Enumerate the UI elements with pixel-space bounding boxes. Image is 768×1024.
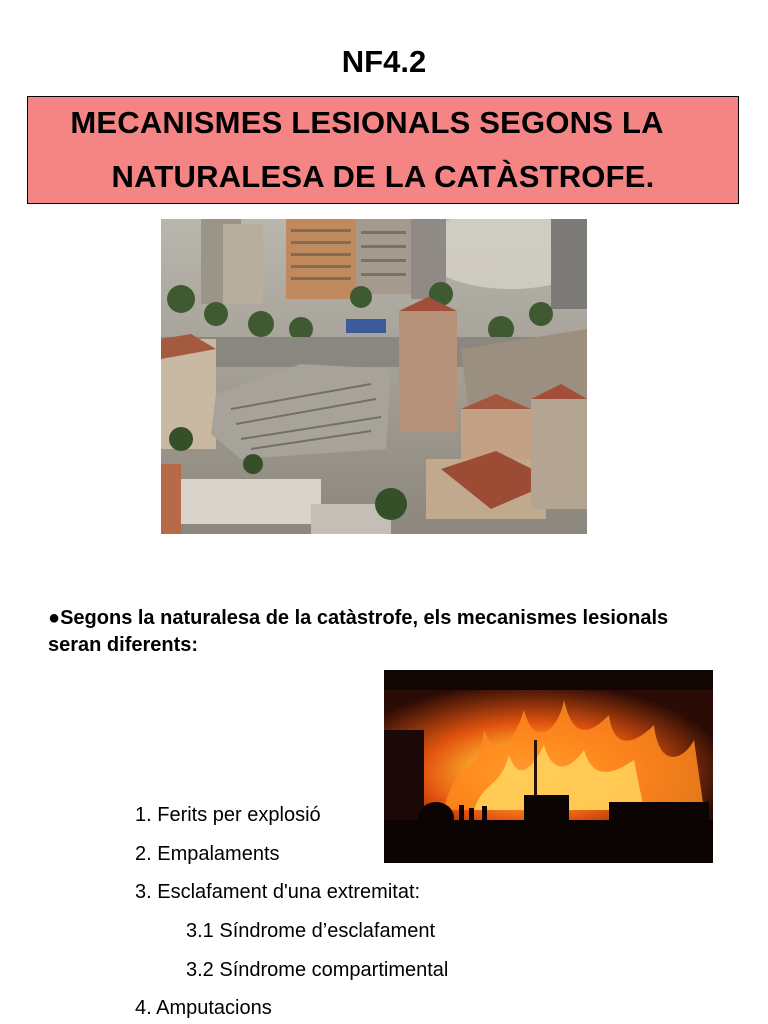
title-line-2: NATURALESA DE LA CATÀSTROFE. <box>111 159 655 194</box>
list-item-4: 4. Amputacions <box>135 997 272 1019</box>
fire-photo <box>384 670 713 863</box>
slide-code: NF4.2 <box>341 44 427 79</box>
list-item-3-2: 3.2 Síndrome compartimental <box>186 959 449 981</box>
title-box <box>27 96 739 204</box>
intro-text: ●Segons la naturalesa de la catàstrofe, els mecanismes lesionals seran diferents: <box>48 607 669 656</box>
earthquake-photo <box>161 219 587 534</box>
list-item-3-1: 3.1 Síndrome d’esclafament <box>186 920 436 942</box>
list-item-2: 2. Empalaments <box>135 843 280 865</box>
list-item-3: 3. Esclafament d'una extremitat: <box>135 881 421 903</box>
title-line-1: MECANISMES LESIONALS SEGONS LA <box>70 105 664 140</box>
list-item-1: 1. Ferits per explosió <box>135 804 321 826</box>
